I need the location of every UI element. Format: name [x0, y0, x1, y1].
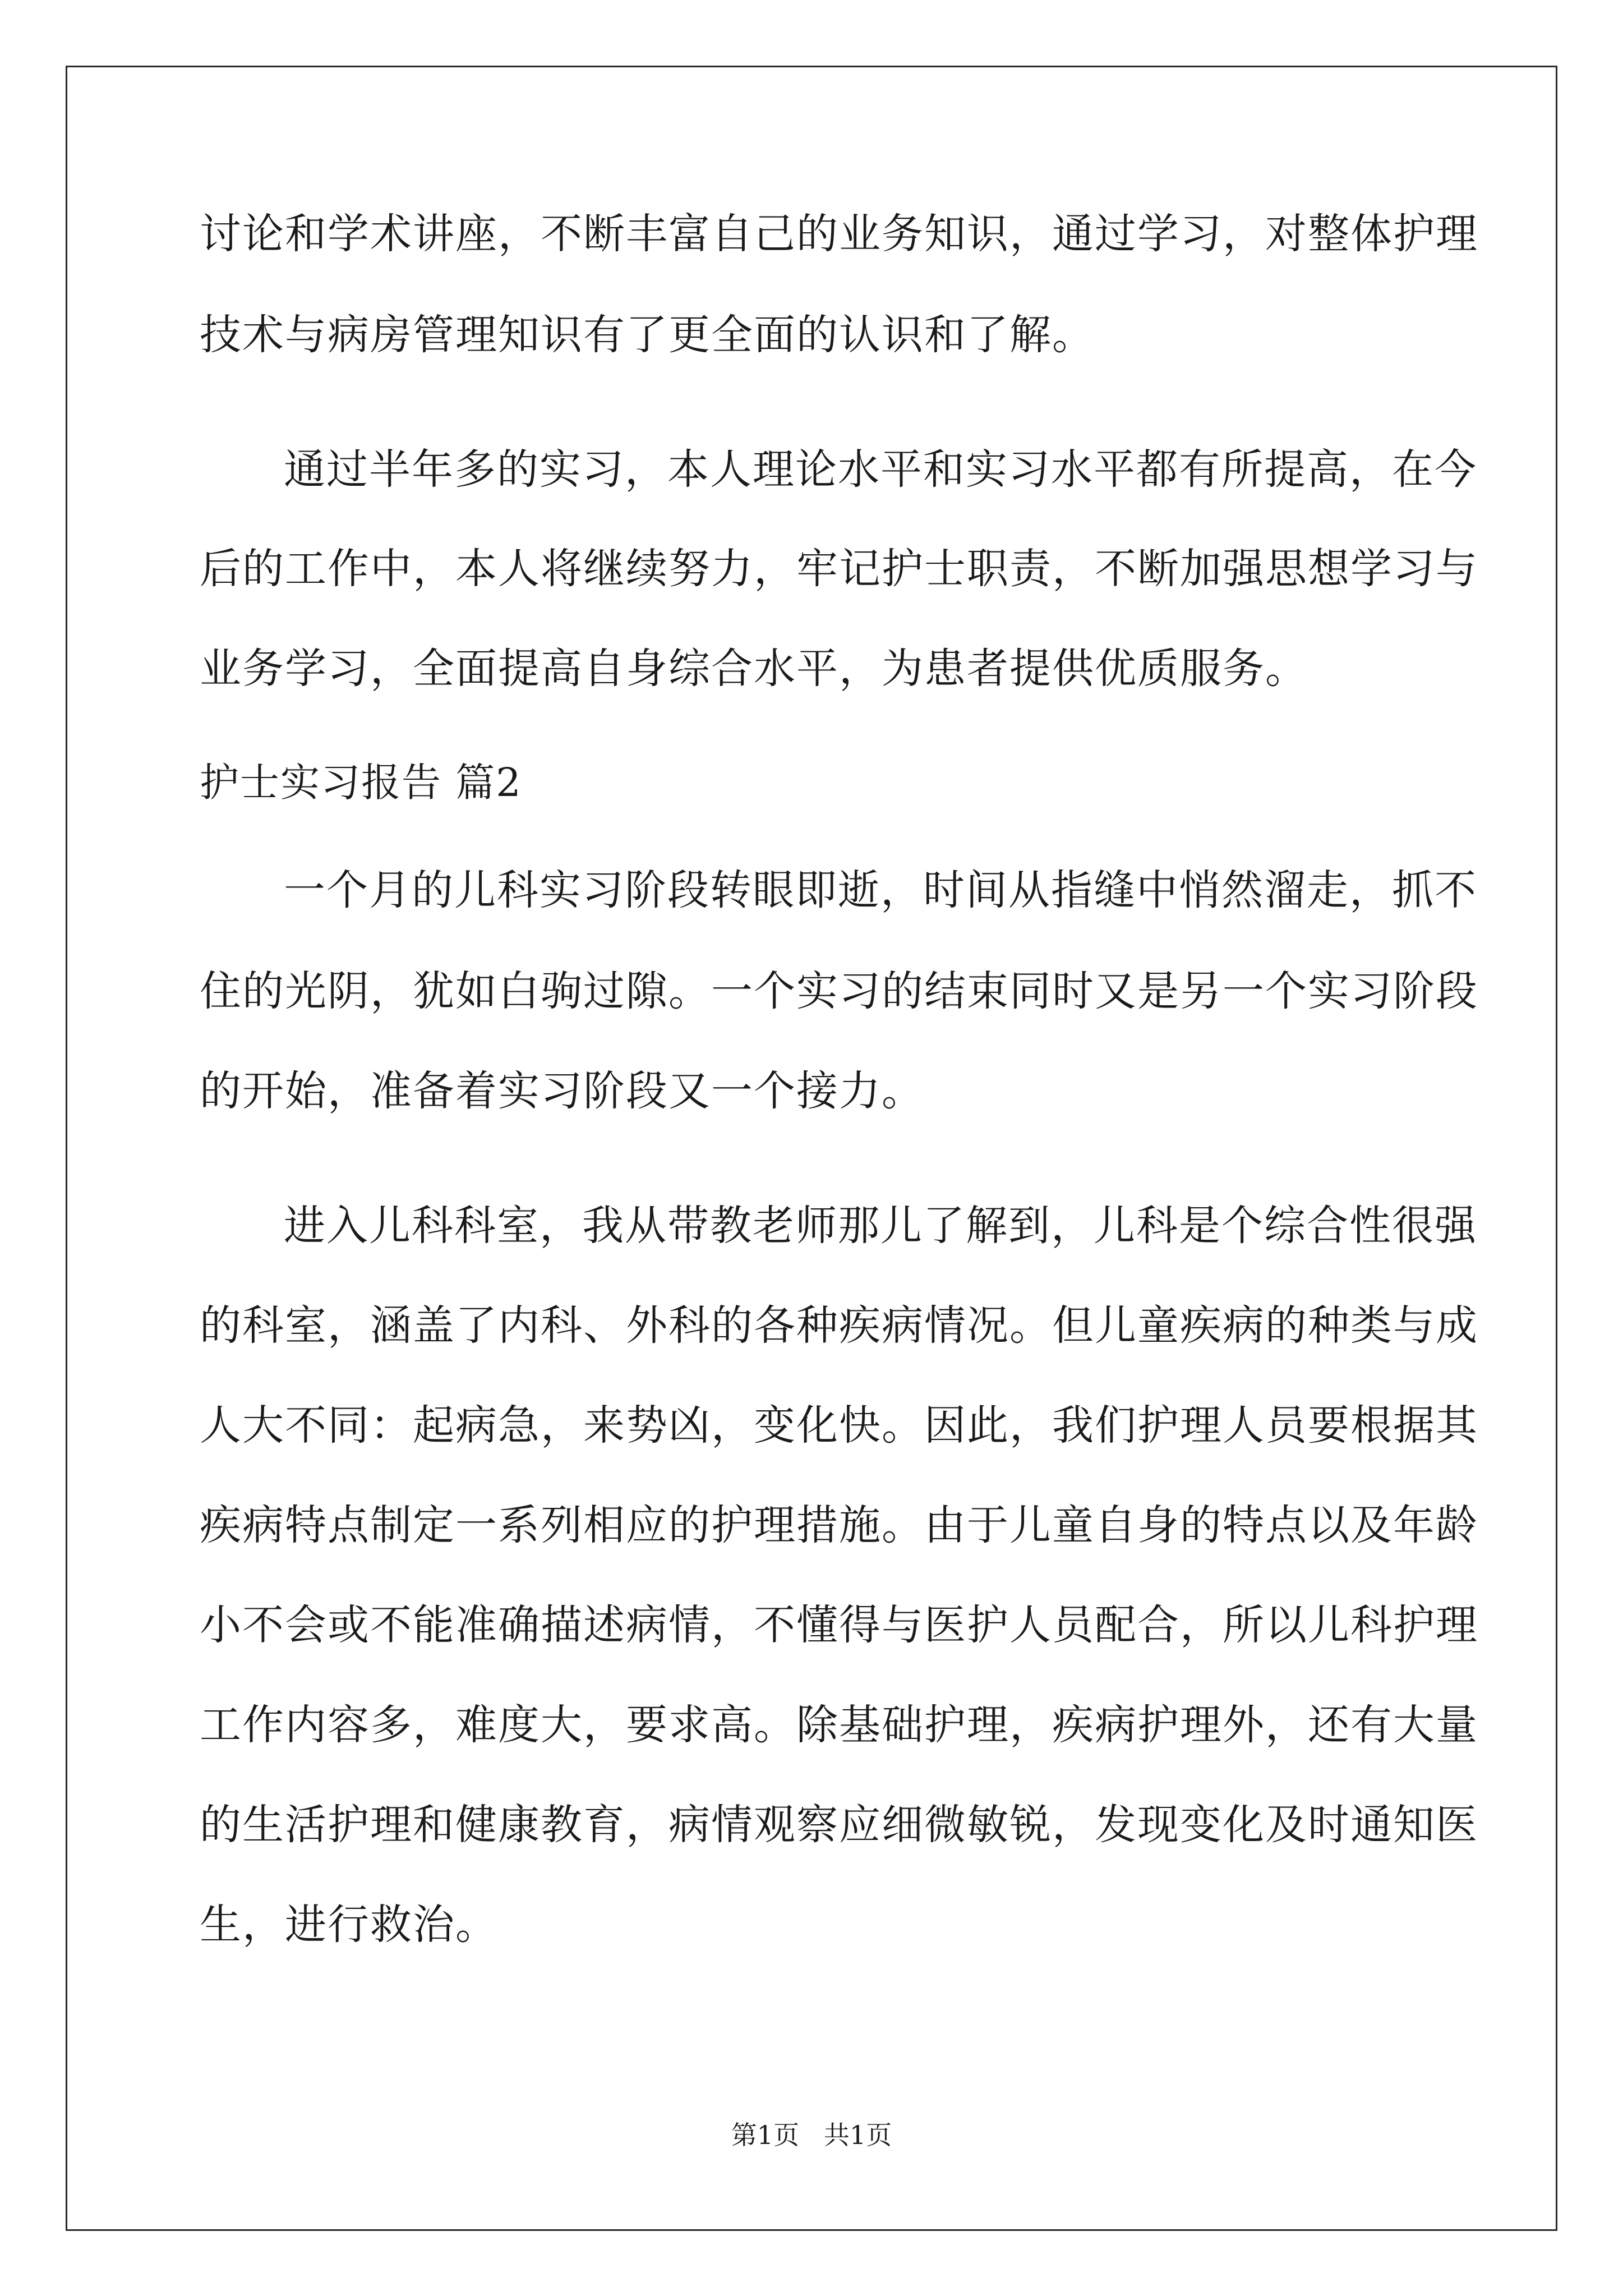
paragraph-line: 的开始，准备着实习阶段又一个接力。 — [200, 1067, 924, 1115]
paragraph-line: 业务学习，全面提高自身综合水平，为患者提供优质服务。 — [200, 645, 1308, 693]
paragraph-line: 疾病特点制定一系列相应的护理措施。由于儿童自身的特点以及年龄 — [200, 1501, 1478, 1549]
page-number-footer: 第1页 共1页 — [731, 2120, 892, 2150]
section-heading: 护士实习报告 篇2 — [200, 760, 522, 806]
paragraph-line: 通过半年多的实习，本人理论水平和实习水平都有所提高，在今 — [284, 445, 1477, 494]
paragraph-line: 进入儿科科室，我从带教老师那儿了解到，儿科是个综合性很强 — [284, 1202, 1477, 1250]
paragraph-line: 人大不同：起病急，来势凶，变化快。因此，我们护理人员要根据其 — [200, 1401, 1478, 1450]
paragraph-line: 小不会或不能准确描述病情，不懂得与医护人员配合，所以儿科护理 — [200, 1601, 1478, 1649]
paragraph-line: 后的工作中，本人将继续努力，牢记护士职责，不断加强思想学习与 — [200, 545, 1478, 593]
paragraph-line: 讨论和学术讲座，不断丰富自己的业务知识，通过学习，对整体护理 — [200, 210, 1478, 258]
paragraph-line: 的科室，涵盖了内科、外科的各种疾病情况。但儿童疾病的种类与成 — [200, 1301, 1478, 1350]
paragraph-line: 生，进行救治。 — [200, 1901, 498, 1949]
paragraph-line: 技术与病房管理知识有了更全面的认识和了解。 — [200, 311, 1095, 359]
paragraph-line: 一个月的儿科实习阶段转眼即逝，时间从指缝中悄然溜走，抓不 — [284, 866, 1477, 914]
paragraph-line: 的生活护理和健康教育，病情观察应细微敏锐，发现变化及时通知医 — [200, 1801, 1478, 1849]
paragraph-line: 工作内容多，难度大，要求高。除基础护理，疾病护理外，还有大量 — [200, 1701, 1478, 1749]
paragraph-line: 住的光阴，犹如白驹过隙。一个实习的结束同时又是另一个实习阶段 — [200, 967, 1478, 1015]
